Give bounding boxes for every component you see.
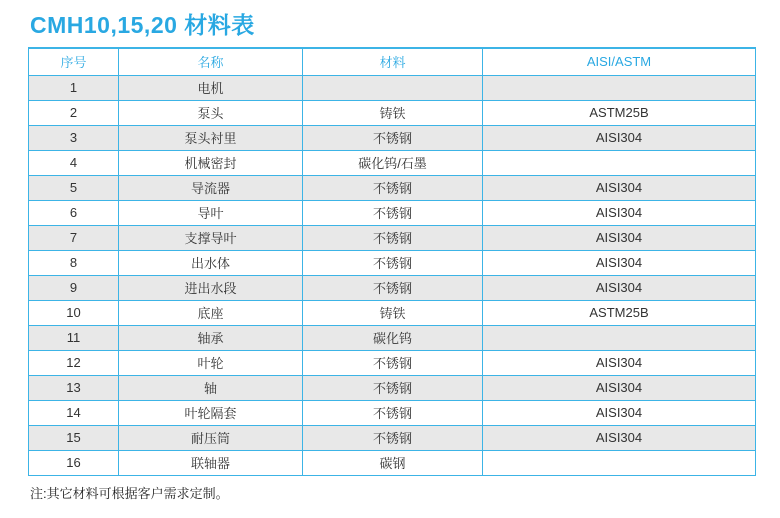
cell-name: 机械密封	[119, 150, 303, 175]
cell-material: 不锈钢	[303, 225, 483, 250]
table-row	[29, 300, 756, 325]
cell-name: 进出水段	[119, 275, 303, 300]
cell-aisi: ASTM25B	[483, 300, 756, 325]
cell-material: 不锈钢	[303, 250, 483, 275]
table-row	[29, 200, 756, 225]
cell-name: 泵头	[119, 100, 303, 125]
cell-no: 1	[29, 75, 119, 100]
column-header-no: 序号	[29, 48, 119, 75]
cell-no: 7	[29, 225, 119, 250]
cell-aisi	[483, 75, 756, 100]
cell-material: 铸铁	[303, 300, 483, 325]
column-header-material: 材料	[303, 48, 483, 75]
cell-name: 轴	[119, 375, 303, 400]
cell-aisi: AISI304	[483, 400, 756, 425]
cell-material: 不锈钢	[303, 425, 483, 450]
cell-aisi: AISI304	[483, 350, 756, 375]
cell-aisi: AISI304	[483, 225, 756, 250]
cell-material: 不锈钢	[303, 275, 483, 300]
column-header-name: 名称	[119, 48, 303, 75]
cell-no: 14	[29, 400, 119, 425]
table-header	[29, 48, 756, 75]
column-header-aisi: AISI/ASTM	[483, 48, 756, 75]
cell-no: 9	[29, 275, 119, 300]
cell-no: 6	[29, 200, 119, 225]
table-row	[29, 175, 756, 200]
cell-name: 泵头衬里	[119, 125, 303, 150]
cell-no: 5	[29, 175, 119, 200]
cell-no: 15	[29, 425, 119, 450]
cell-name: 导叶	[119, 200, 303, 225]
table-row	[29, 225, 756, 250]
cell-material: 碳化钨	[303, 325, 483, 350]
cell-material: 碳化钨/石墨	[303, 150, 483, 175]
table-row	[29, 450, 756, 475]
page-title: CMH10,15,20 材料表	[30, 12, 255, 38]
cell-no: 12	[29, 350, 119, 375]
cell-no: 13	[29, 375, 119, 400]
table-body	[29, 75, 756, 475]
cell-no: 3	[29, 125, 119, 150]
cell-aisi: AISI304	[483, 175, 756, 200]
cell-no: 4	[29, 150, 119, 175]
table-row	[29, 250, 756, 275]
cell-aisi: AISI304	[483, 425, 756, 450]
cell-aisi: AISI304	[483, 125, 756, 150]
cell-aisi	[483, 450, 756, 475]
table-row	[29, 125, 756, 150]
cell-name: 耐压筒	[119, 425, 303, 450]
cell-material: 不锈钢	[303, 375, 483, 400]
cell-name: 电机	[119, 75, 303, 100]
materials-table	[28, 47, 756, 476]
table-row	[29, 400, 756, 425]
table-row	[29, 100, 756, 125]
cell-no: 16	[29, 450, 119, 475]
cell-aisi: ASTM25B	[483, 100, 756, 125]
cell-aisi	[483, 325, 756, 350]
table-row	[29, 275, 756, 300]
cell-material: 不锈钢	[303, 350, 483, 375]
table-row	[29, 75, 756, 100]
cell-material: 不锈钢	[303, 400, 483, 425]
cell-name: 导流器	[119, 175, 303, 200]
cell-name: 叶轮	[119, 350, 303, 375]
cell-aisi	[483, 150, 756, 175]
footnote: 注:其它材料可根据客户需求定制。	[30, 486, 229, 501]
cell-material: 不锈钢	[303, 200, 483, 225]
cell-material	[303, 75, 483, 100]
cell-material: 碳钢	[303, 450, 483, 475]
cell-name: 支撑导叶	[119, 225, 303, 250]
table-row	[29, 425, 756, 450]
cell-no: 10	[29, 300, 119, 325]
cell-no: 2	[29, 100, 119, 125]
cell-material: 不锈钢	[303, 175, 483, 200]
header-row	[29, 48, 756, 75]
cell-name: 轴承	[119, 325, 303, 350]
cell-aisi: AISI304	[483, 275, 756, 300]
cell-name: 出水体	[119, 250, 303, 275]
cell-aisi: AISI304	[483, 250, 756, 275]
cell-no: 8	[29, 250, 119, 275]
table-row	[29, 350, 756, 375]
cell-name: 联轴器	[119, 450, 303, 475]
cell-name: 叶轮隔套	[119, 400, 303, 425]
table-row	[29, 150, 756, 175]
cell-aisi: AISI304	[483, 375, 756, 400]
table-row	[29, 375, 756, 400]
cell-material: 铸铁	[303, 100, 483, 125]
table-row	[29, 325, 756, 350]
cell-name: 底座	[119, 300, 303, 325]
cell-material: 不锈钢	[303, 125, 483, 150]
cell-aisi: AISI304	[483, 200, 756, 225]
cell-no: 11	[29, 325, 119, 350]
